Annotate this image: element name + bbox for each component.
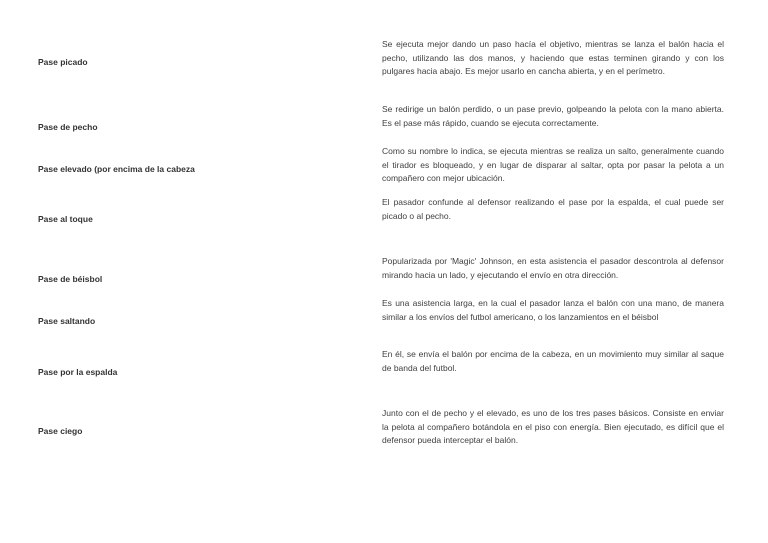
term-pase-elevado: Pase elevado (por encima de la cabeza: [38, 164, 195, 174]
term-pase-saltando: Pase saltando: [38, 316, 96, 326]
term-pase-de-pecho: Pase de pecho: [38, 122, 98, 132]
definition-8: Junto con el de pecho y el elevado, es uno de los tres pases básicos. Consiste en enviar la pelota al compañero botándola en el piso con energía. Bien ejecutado, es difícil que el defensor pueda interceptar el balón.: [382, 408, 724, 445]
definition-3: Como su nombre lo indica, se ejecuta mientras se realiza un salto, generalmente cuando el tirador es bloqueado, y en lugar de disparar al saltar, opta por pasar la pelota a un compañero con mejor ubicación.: [382, 146, 724, 183]
definition-6: Es una asistencia larga, en la cual el pasador lanza el balón con una mano, de manera similar a los envíos del futbol americano, o los lanzamientos en el béisbol: [382, 298, 724, 322]
term-pase-al-toque: Pase al toque: [38, 214, 93, 224]
definition-2: Se redirige un balón perdido, o un pase previo, golpeando la pelota con la mano abierta. Es el pase más rápido, cuando se ejecuta correctamente.: [382, 104, 724, 128]
definition-4: El pasador confunde al defensor realizando el pase por la espalda, el cual puede ser picado o al pecho.: [382, 197, 724, 221]
term-pase-de-beisbol: Pase de béisbol: [38, 274, 103, 284]
definition-5: Popularizada por 'Magic' Johnson, en esta asistencia el pasador descontrola al defensor mirando hacia un lado, y ejecutando el envío en otra dirección.: [382, 256, 724, 280]
term-pase-picado: Pase picado: [38, 57, 88, 67]
definition-1: Se ejecuta mejor dando un paso hacía el objetivo, mientras se lanza el balón hacia el pecho, utilizando las dos manos, y haciendo que estas terminen girando y con los pulgares hacia abajo. Es mejor usarlo en cancha abierta, y en el perímetro.: [382, 39, 724, 76]
term-pase-ciego: Pase ciego: [38, 426, 83, 436]
term-pase-por-la-espalda: Pase por la espalda: [38, 367, 118, 377]
definition-7: En él, se envía el balón por encima de la cabeza, en un movimiento muy similar al saque de banda del futbol.: [382, 349, 724, 373]
